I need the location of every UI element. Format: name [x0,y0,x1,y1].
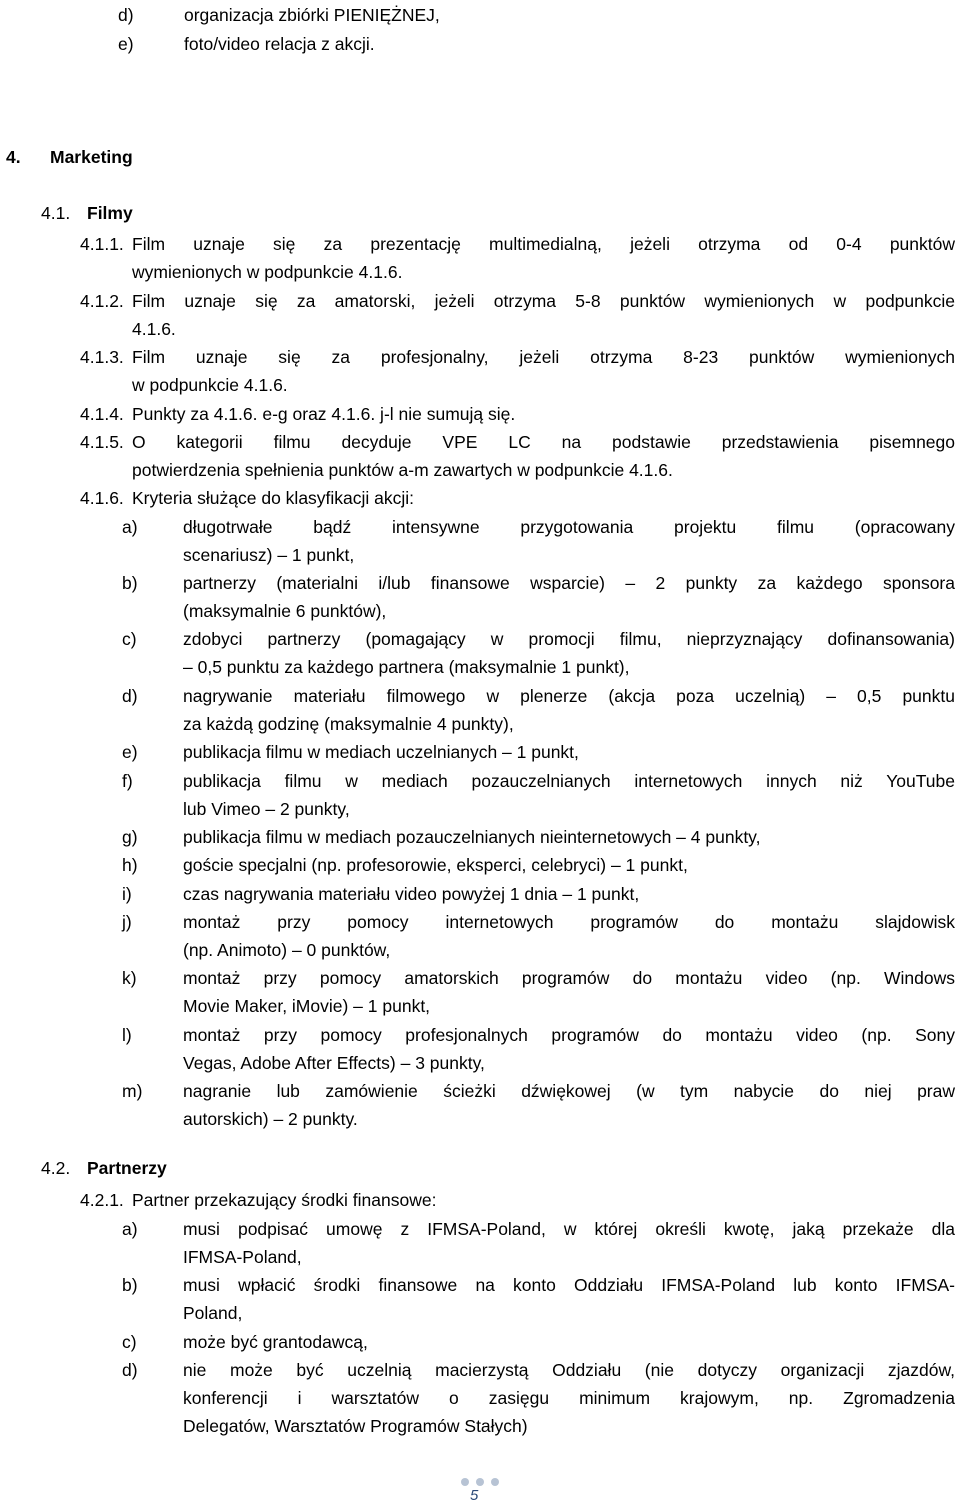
partner-marker: c) [122,1332,137,1352]
item-text: Film uznaje się za prezentację multimedialną, jeżeli otrzyma od 0-4 punktów [132,234,955,254]
item-text: 4.1.6. [132,319,176,339]
criteria-text: partnerzy (materialni i/lub finansowe wsparcie) – 2 punkty za każdego sponsora [183,573,955,593]
partner-marker: d) [122,1360,138,1380]
section-number: 4. [6,147,21,167]
criteria-text: za każdą godzinę (maksymalnie 4 punkty), [183,714,514,734]
partner-text: nie może być uczelnią macierzystą Oddziału (nie dotyczy organizacji zjazdów, [183,1360,955,1380]
item-number: 4.1.1. [80,234,124,254]
partner-text: Delegatów, Warsztatów Programów Stałych) [183,1416,528,1436]
criteria-marker: h) [122,855,138,875]
subsection-number: 4.1. [41,203,71,223]
criteria-text: montaż przy pomocy profesjonalnych programów do montażu video (np. Sony [183,1025,955,1045]
list-marker: e) [118,34,134,54]
item-number: 4.1.5. [80,432,124,452]
section-title: Marketing [50,147,133,167]
partner-text: musi podpisać umowę z IFMSA-Poland, w której określi kwotę, jaką przekaże dla [183,1219,955,1239]
criteria-marker: c) [122,629,137,649]
criteria-text: zdobyci partnerzy (pomagający w promocji filmu, nieprzyznający dofinansowania) [183,629,955,649]
criteria-text: publikacja filmu w mediach pozauczelnianych nieinternetowych – 4 punkty, [183,827,761,847]
subsection-title: Filmy [87,203,133,223]
criteria-text: nagrywanie materiału filmowego w plenerze (akcja poza uczelnią) – 0,5 punktu [183,686,955,706]
item-text: Punkty za 4.1.6. e-g oraz 4.1.6. j-l nie sumują się. [132,404,516,424]
subsection-title: Partnerzy [87,1158,167,1178]
criteria-text: montaż przy pomocy amatorskich programów do montażu video (np. Windows [183,968,955,988]
criteria-text: – 0,5 punktu za każdego partnera (maksymalnie 1 punkt), [183,657,630,677]
criteria-marker: d) [122,686,138,706]
item-number: 4.1.6. [80,488,124,508]
item-text: wymienionych w podpunkcie 4.1.6. [132,262,403,282]
item-text: w podpunkcie 4.1.6. [132,375,288,395]
criteria-text: Vegas, Adobe After Effects) – 3 punkty, [183,1053,485,1073]
criteria-text: publikacja filmu w mediach uczelnianych – 1 punkt, [183,742,579,762]
partner-text: konferencji i warsztatów o zasięgu minimum krajowym, np. Zgromadzenia [183,1388,955,1408]
item-text: potwierdzenia spełnienia punktów a-m zawartych w podpunkcie 4.1.6. [132,460,673,480]
criteria-marker: j) [122,912,132,932]
item-number: 4.2.1. [80,1190,124,1210]
item-text: Film uznaje się za profesjonalny, jeżeli otrzyma 8-23 punktów wymienionych [132,347,955,367]
partner-marker: a) [122,1219,138,1239]
item-text: Film uznaje się za amatorski, jeżeli otrzyma 5-8 punktów wymienionych w podpunkcie [132,291,955,311]
criteria-marker: b) [122,573,138,593]
item-text: Partner przekazujący środki finansowe: [132,1190,437,1210]
criteria-marker: f) [122,771,133,791]
criteria-text: lub Vimeo – 2 punkty, [183,799,350,819]
criteria-marker: l) [122,1025,132,1045]
criteria-marker: k) [122,968,137,988]
footer-dot-icon [491,1478,499,1486]
criteria-text: (np. Animoto) – 0 punktów, [183,940,391,960]
footer-dot-icon [461,1478,469,1486]
criteria-text: autorskich) – 2 punkty. [183,1109,358,1129]
criteria-text: czas nagrywania materiału video powyżej 1 dnia – 1 punkt, [183,884,640,904]
list-item-text: organizacja zbiórki PIENIĘŻNEJ, [184,5,440,25]
criteria-text: nagranie lub zamówienie ścieżki dźwiękowej (w tym nabycie do niej praw [183,1081,955,1101]
criteria-marker: i) [122,884,132,904]
partner-text: może być grantodawcą, [183,1332,368,1352]
partner-text: IFMSA-Poland, [183,1247,302,1267]
partner-marker: b) [122,1275,138,1295]
item-number: 4.1.4. [80,404,124,424]
list-marker: d) [118,5,134,25]
criteria-marker: a) [122,517,138,537]
criteria-text: (maksymalnie 6 punktów), [183,601,387,621]
item-number: 4.1.2. [80,291,124,311]
criteria-text: długotrwałe bądź intensywne przygotowania projektu filmu (opracowany [183,517,955,537]
subsection-number: 4.2. [41,1158,71,1178]
footer-dot-icon [476,1478,484,1486]
item-number: 4.1.3. [80,347,124,367]
criteria-marker: g) [122,827,138,847]
item-text: O kategorii filmu decyduje VPE LC na podstawie przedstawienia pisemnego [132,432,955,452]
page-number: 5 [470,1487,479,1504]
criteria-text: publikacja filmu w mediach pozauczelnianych internetowych innych niż YouTube [183,771,955,791]
criteria-marker: e) [122,742,138,762]
list-item-text: foto/video relacja z akcji. [184,34,375,54]
criteria-text: montaż przy pomocy internetowych programów do montażu slajdowisk [183,912,955,932]
criteria-text: Movie Maker, iMovie) – 1 punkt, [183,996,431,1016]
partner-text: musi wpłacić środki finansowe na konto Oddziału IFMSA-Poland lub konto IFMSA- [183,1275,955,1295]
partner-text: Poland, [183,1303,243,1323]
item-text: Kryteria służące do klasyfikacji akcji: [132,488,415,508]
criteria-text: goście specjalni (np. profesorowie, eksperci, celebryci) – 1 punkt, [183,855,688,875]
criteria-text: scenariusz) – 1 punkt, [183,545,355,565]
criteria-marker: m) [122,1081,143,1101]
